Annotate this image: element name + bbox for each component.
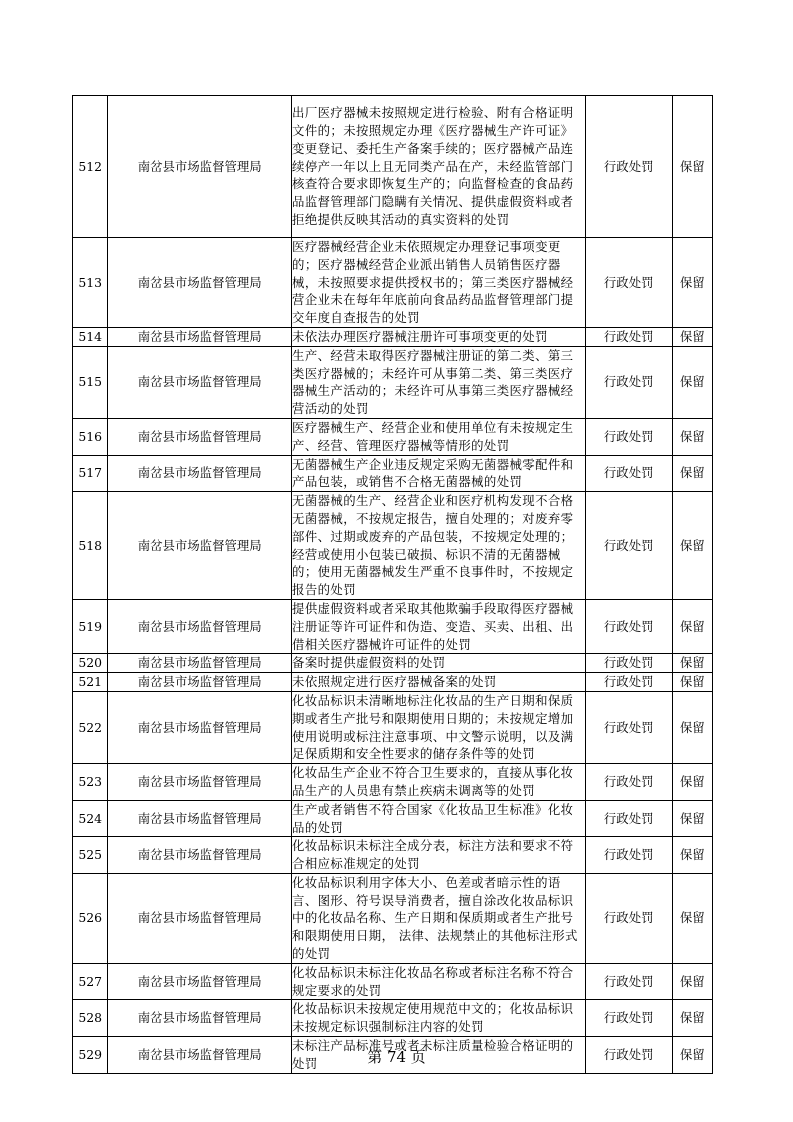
row-item-description: 化妆品标识未标注化妆品名称或者标注名称不符合规定要求的处罚 (292, 963, 586, 1000)
row-number: 521 (73, 673, 108, 692)
row-department: 南岔县市场监督管理局 (108, 963, 292, 1000)
row-item-description: 未依照规定进行医疗器械备案的处罚 (292, 673, 586, 692)
table-row (73, 654, 713, 673)
row-number: 525 (73, 837, 108, 874)
row-number: 515 (73, 346, 108, 418)
row-item-description: 未依法办理医疗器械注册许可事项变更的处罚 (292, 327, 586, 346)
row-type: 行政处罚 (585, 418, 672, 455)
row-department: 南岔县市场监督管理局 (108, 800, 292, 837)
table-row (73, 963, 713, 1000)
row-department: 南岔县市场监督管理局 (108, 599, 292, 653)
row-department: 南岔县市场监督管理局 (108, 673, 292, 692)
row-number: 527 (73, 963, 108, 1000)
row-item-description: 出厂医疗器械未按照规定进行检验、附有合格证明文件的；未按照规定办理《医疗器械生产许可证》变更登记、委托生产备案手续的；医疗器械产品连续停产一年以上且无同类产品在产，未经监管部门核查符合要求即恢复生产的；向监督检查的食品药品监督管理部门隐瞒有关情况、提供虚假资料或者拒绝提供反映其活动的真实资料的处罚 (292, 96, 586, 238)
row-type: 行政处罚 (585, 654, 672, 673)
row-type: 行政处罚 (585, 1000, 672, 1037)
row-type: 行政处罚 (585, 492, 672, 600)
row-number: 517 (73, 455, 108, 492)
row-department: 南岔县市场监督管理局 (108, 418, 292, 455)
row-item-description: 医疗器械生产、经营企业和使用单位有未按规定生产、经营、管理医疗器械等情形的处罚 (292, 418, 586, 455)
row-number: 513 (73, 238, 108, 328)
row-status: 保留 (672, 346, 712, 418)
page-number: 第 74 页 (367, 1048, 426, 1066)
item-table (72, 95, 713, 1074)
row-department: 南岔县市场监督管理局 (108, 96, 292, 238)
table-row (73, 346, 713, 418)
row-item-description: 未标注产品标准号或者未标注质量检验合格证明的处罚 (292, 1037, 586, 1074)
row-number: 519 (73, 599, 108, 653)
row-type: 行政处罚 (585, 837, 672, 874)
row-item-description: 备案时提供虚假资料的处罚 (292, 654, 586, 673)
row-department: 南岔县市场监督管理局 (108, 764, 292, 801)
table-row (73, 96, 713, 238)
row-type: 行政处罚 (585, 691, 672, 763)
row-number: 522 (73, 691, 108, 763)
table-row (73, 691, 713, 763)
row-status: 保留 (672, 800, 712, 837)
table-row (73, 837, 713, 874)
row-department: 南岔县市场监督管理局 (108, 492, 292, 600)
row-status: 保留 (672, 1000, 712, 1037)
row-department: 南岔县市场监督管理局 (108, 1000, 292, 1037)
row-item-description: 化妆品标识未按规定使用规范中文的；化妆品标识未按规定标识强制标注内容的处罚 (292, 1000, 586, 1037)
row-item-description: 提供虚假资料或者采取其他欺骗手段取得医疗器械注册证等许可证件和伪造、变造、买卖、出租、出借相关医疗器械许可证件的处罚 (292, 599, 586, 653)
row-status: 保留 (672, 455, 712, 492)
row-department: 南岔县市场监督管理局 (108, 238, 292, 328)
row-item-description: 生产、经营未取得医疗器械注册证的第二类、第三类医疗器械的；未经许可从事第二类、第三类医疗器械生产活动的；未经许可从事第三类医疗器械经营活动的处罚 (292, 346, 586, 418)
row-status: 保留 (672, 673, 712, 692)
table-row (73, 327, 713, 346)
row-status: 保留 (672, 492, 712, 600)
row-item-description: 医疗器械经营企业未依照规定办理登记事项变更的；医疗器械经营企业派出销售人员销售医疗器械，未按照要求提供授权书的；第三类医疗器械经营企业未在每年年底前向食品药品监督管理部门提交年度自查报告的处罚 (292, 238, 586, 328)
row-number: 523 (73, 764, 108, 801)
row-number: 518 (73, 492, 108, 600)
row-item-description: 化妆品生产企业不符合卫生要求的，直接从事化妆品生产的人员患有禁止疾病未调离等的处罚 (292, 764, 586, 801)
row-status: 保留 (672, 873, 712, 963)
table-row (73, 238, 713, 328)
row-item-description: 无菌器械的生产、经营企业和医疗机构发现不合格无菌器械，不按规定报告，擅自处理的；对废弃零部件、过期或废弃的产品包装，不按规定处理的；经营或使用小包装已破损、标识不清的无菌器械的；使用无菌器械发生严重不良事件时，不按规定报告的处罚 (292, 492, 586, 600)
row-department: 南岔县市场监督管理局 (108, 873, 292, 963)
row-number: 526 (73, 873, 108, 963)
row-number: 516 (73, 418, 108, 455)
row-status: 保留 (672, 238, 712, 328)
row-type: 行政处罚 (585, 96, 672, 238)
row-number: 514 (73, 327, 108, 346)
row-type: 行政处罚 (585, 327, 672, 346)
row-item-description: 无菌器械生产企业违反规定采购无菌器械零配件和产品包装，或销售不合格无菌器械的处罚 (292, 455, 586, 492)
row-status: 保留 (672, 418, 712, 455)
row-status: 保留 (672, 599, 712, 653)
row-department: 南岔县市场监督管理局 (108, 837, 292, 874)
row-type: 行政处罚 (585, 455, 672, 492)
table-row (73, 800, 713, 837)
table-row (73, 873, 713, 963)
row-status: 保留 (672, 1037, 712, 1074)
row-type: 行政处罚 (585, 346, 672, 418)
row-number: 524 (73, 800, 108, 837)
row-item-description: 生产或者销售不符合国家《化妆品卫生标准》化妆品的处罚 (292, 800, 586, 837)
row-type: 行政处罚 (585, 873, 672, 963)
row-department: 南岔县市场监督管理局 (108, 654, 292, 673)
row-item-description: 化妆品标识未标注全成分表，标注方法和要求不符合相应标准规定的处罚 (292, 837, 586, 874)
row-type: 行政处罚 (585, 800, 672, 837)
row-item-description: 化妆品标识未清晰地标注化妆品的生产日期和保质期或者生产批号和限期使用日期的；未按规定增加使用说明或标注注意事项、中文警示说明，以及满足保质期和安全性要求的储存条件等的处罚 (292, 691, 586, 763)
row-type: 行政处罚 (585, 764, 672, 801)
row-status: 保留 (672, 654, 712, 673)
row-number: 529 (73, 1037, 108, 1074)
table-row (73, 673, 713, 692)
table-row (73, 418, 713, 455)
row-type: 行政处罚 (585, 963, 672, 1000)
row-department: 南岔县市场监督管理局 (108, 1037, 292, 1074)
row-department: 南岔县市场监督管理局 (108, 327, 292, 346)
row-status: 保留 (672, 96, 712, 238)
row-status: 保留 (672, 837, 712, 874)
table-body (73, 96, 713, 1074)
row-type: 行政处罚 (585, 1037, 672, 1074)
row-status: 保留 (672, 327, 712, 346)
row-number: 528 (73, 1000, 108, 1037)
row-department: 南岔县市场监督管理局 (108, 691, 292, 763)
row-type: 行政处罚 (585, 599, 672, 653)
row-item-description: 化妆品标识利用字体大小、色差或者暗示性的语言、图形、符号误导消费者，擅自涂改化妆品标识中的化妆品名称、生产日期和保质期或者生产批号和限期使用日期， 法律、法规禁止的其他标注形式的处罚 (292, 873, 586, 963)
row-department: 南岔县市场监督管理局 (108, 455, 292, 492)
row-type: 行政处罚 (585, 238, 672, 328)
row-status: 保留 (672, 691, 712, 763)
table-row (73, 599, 713, 653)
table-row (73, 455, 713, 492)
table-row (73, 492, 713, 600)
table-row (73, 764, 713, 801)
row-number: 520 (73, 654, 108, 673)
row-number: 512 (73, 96, 108, 238)
row-status: 保留 (672, 764, 712, 801)
row-status: 保留 (672, 963, 712, 1000)
row-department: 南岔县市场监督管理局 (108, 346, 292, 418)
table-row (73, 1000, 713, 1037)
row-type: 行政处罚 (585, 673, 672, 692)
